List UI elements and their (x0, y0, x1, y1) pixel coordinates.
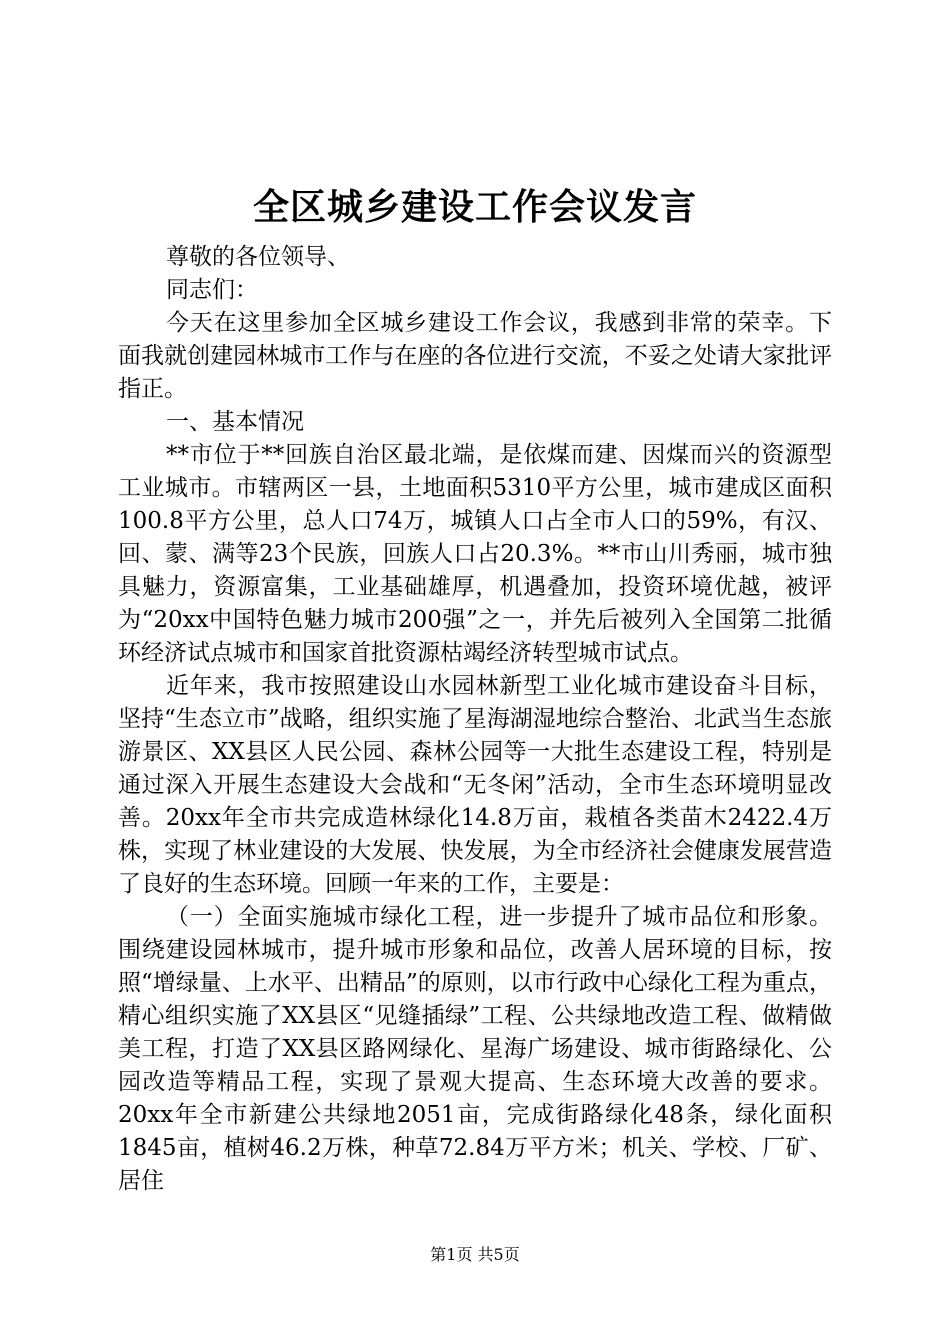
opening-paragraph: 今天在这里参加全区城乡建设工作会议，我感到非常的荣幸。下面我就创建园林城市工作与在座的各位进行交流，不妥之处请大家批评指正。 (118, 310, 832, 402)
document-body (118, 241, 832, 1198)
salutation-comrades: 同志们： (166, 277, 258, 303)
city-overview-paragraph: **市位于**回族自治区最北端，是依煤而建、因煤而兴的资源型工业城市。市辖两区一县，土地面积5310平方公里，城市建成区面积100.8平方公里，总人口74万，城镇人口占全市人口的59%，有汉、回、蒙、满等23个民族，回族人口占20.3%。**市山川秀丽，城市独具魅力，资源富集，工业基础雄厚，机遇叠加，投资环境优越，被评为“20xx中国特色魅力城市200强”之一，并先后被列入全国第二批循环经济试点城市和国家首批资源枯竭经济转型城市试点。 (118, 442, 832, 666)
recent-years-paragraph: 近年来，我市按照建设山水园林新型工业化城市建设奋斗目标，坚持“生态立市”战略，组织实施了星海湖湿地综合整治、北武当生态旅游景区、XX县区人民公园、森林公园等一大批生态建设工程，特别是通过深入开展生态建设大会战和“无冬闲”活动，全市生态环境明显改善。20xx年全市共完成造林绿化14.8万亩，栽植各类苗木2422.4万株，实现了林业建设的大发展、快发展，为全市经济社会健康发展营造了良好的生态环境。回顾一年来的工作，主要是： (118, 673, 832, 897)
page-footer: 第1页 共5页 (430, 1245, 520, 1264)
section-heading-basic-situation: 一、基本情况 (166, 409, 304, 435)
document-title: 全区城乡建设工作会议发言 (252, 186, 697, 228)
greening-project-paragraph: （一）全面实施城市绿化工程，进一步提升了城市品位和形象。围绕建设园林城市，提升城市形象和品位，改善人居环境的目标，按照“增绿量、上水平、出精品”的原则，以市行政中心绿化工程为重点，精心组织实施了XX县区“见缝插绿”工程、公共绿地改造工程、做精做美工程，打造了XX县区路网绿化、星海广场建设、城市街路绿化、公园改造等精品工程，实现了景观大提高、生态环境大改善的要求。20xx年全市新建公共绿地2051亩，完成街路绿化48条，绿化面积1845亩，植树46.2万株，种草72.84万平方米；机关、学校、厂矿、居住 (118, 904, 832, 1194)
salutation-leaders: 尊敬的各位领导、 (166, 244, 350, 270)
